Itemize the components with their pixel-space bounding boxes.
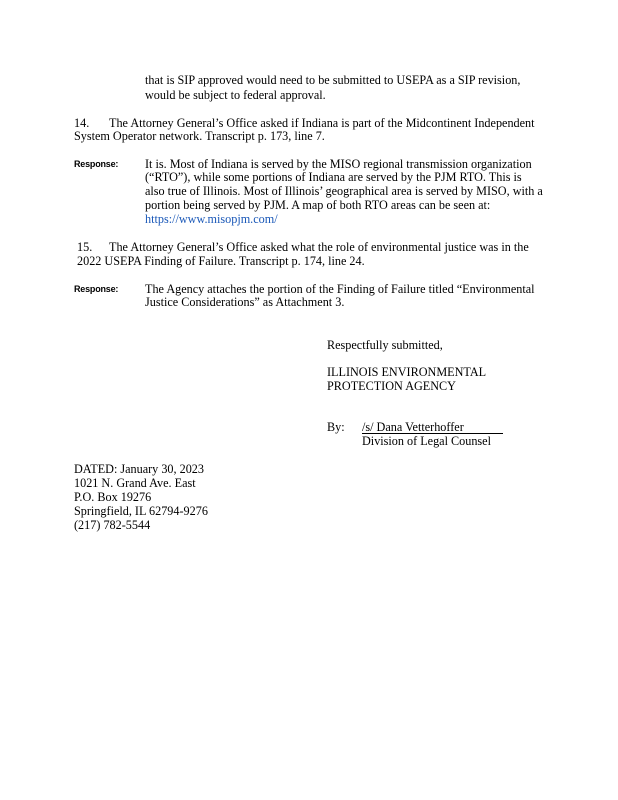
- closing: Respectfully submitted,: [327, 338, 443, 352]
- item14-response-line-4: portion being served by PJM. A map of both RTO areas can be seen at:: [145, 198, 491, 212]
- item15-response-line-2: Justice Considerations” as Attachment 3.: [145, 295, 345, 309]
- dated: DATED: January 30, 2023: [74, 462, 204, 476]
- item14-question-line-1: The Attorney General’s Office asked if Indiana is part of the Midcontinent Independent: [109, 116, 535, 130]
- org-name-line-1: ILLINOIS ENVIRONMENTAL: [327, 365, 487, 379]
- item15-response-line-1: The Agency attaches the portion of the Finding of Failure titled “Environmental: [145, 282, 535, 296]
- address-line-2: P.O. Box 19276: [74, 490, 152, 504]
- item14-response-line-3: also true of Illinois. Most of Illinois’ geographical area is served by MISO, with a: [145, 184, 543, 198]
- item15-question-line-2: 2022 USEPA Finding of Failure. Transcript p. 174, line 24.: [77, 254, 365, 268]
- division: Division of Legal Counsel: [362, 434, 491, 448]
- item15-response-label: Response:: [74, 284, 119, 294]
- item14-response-line-2: (“RTO”), while some portions of Indiana are served by the PJM RTO. This is: [145, 170, 522, 184]
- item13-line-2: would be subject to federal approval.: [145, 88, 326, 102]
- item13-line-1: that is SIP approved would need to be submitted to USEPA as a SIP revision,: [145, 73, 521, 87]
- phone: (217) 782-5544: [74, 518, 151, 532]
- item14-question-line-2: System Operator network. Transcript p. 173, line 7.: [74, 129, 325, 143]
- address-line-3: Springfield, IL 62794-9276: [74, 504, 208, 518]
- address-line-1: 1021 N. Grand Ave. East: [74, 476, 196, 490]
- item14-response-line-1: It is. Most of Indiana is served by the MISO regional transmission organization: [145, 157, 532, 171]
- item14-number: 14.: [74, 116, 90, 130]
- item15-question-line-1: The Attorney General’s Office asked what the role of environmental justice was in the: [109, 240, 529, 254]
- org-name-line-2: PROTECTION AGENCY: [327, 379, 456, 393]
- signer-name: /s/ Dana Vetterhoffer: [362, 420, 464, 434]
- by-label: By:: [327, 420, 345, 434]
- rto-map-link[interactable]: https://www.misopjm.com/: [145, 212, 278, 226]
- item15-number: 15.: [77, 240, 93, 254]
- item14-response-label: Response:: [74, 159, 119, 169]
